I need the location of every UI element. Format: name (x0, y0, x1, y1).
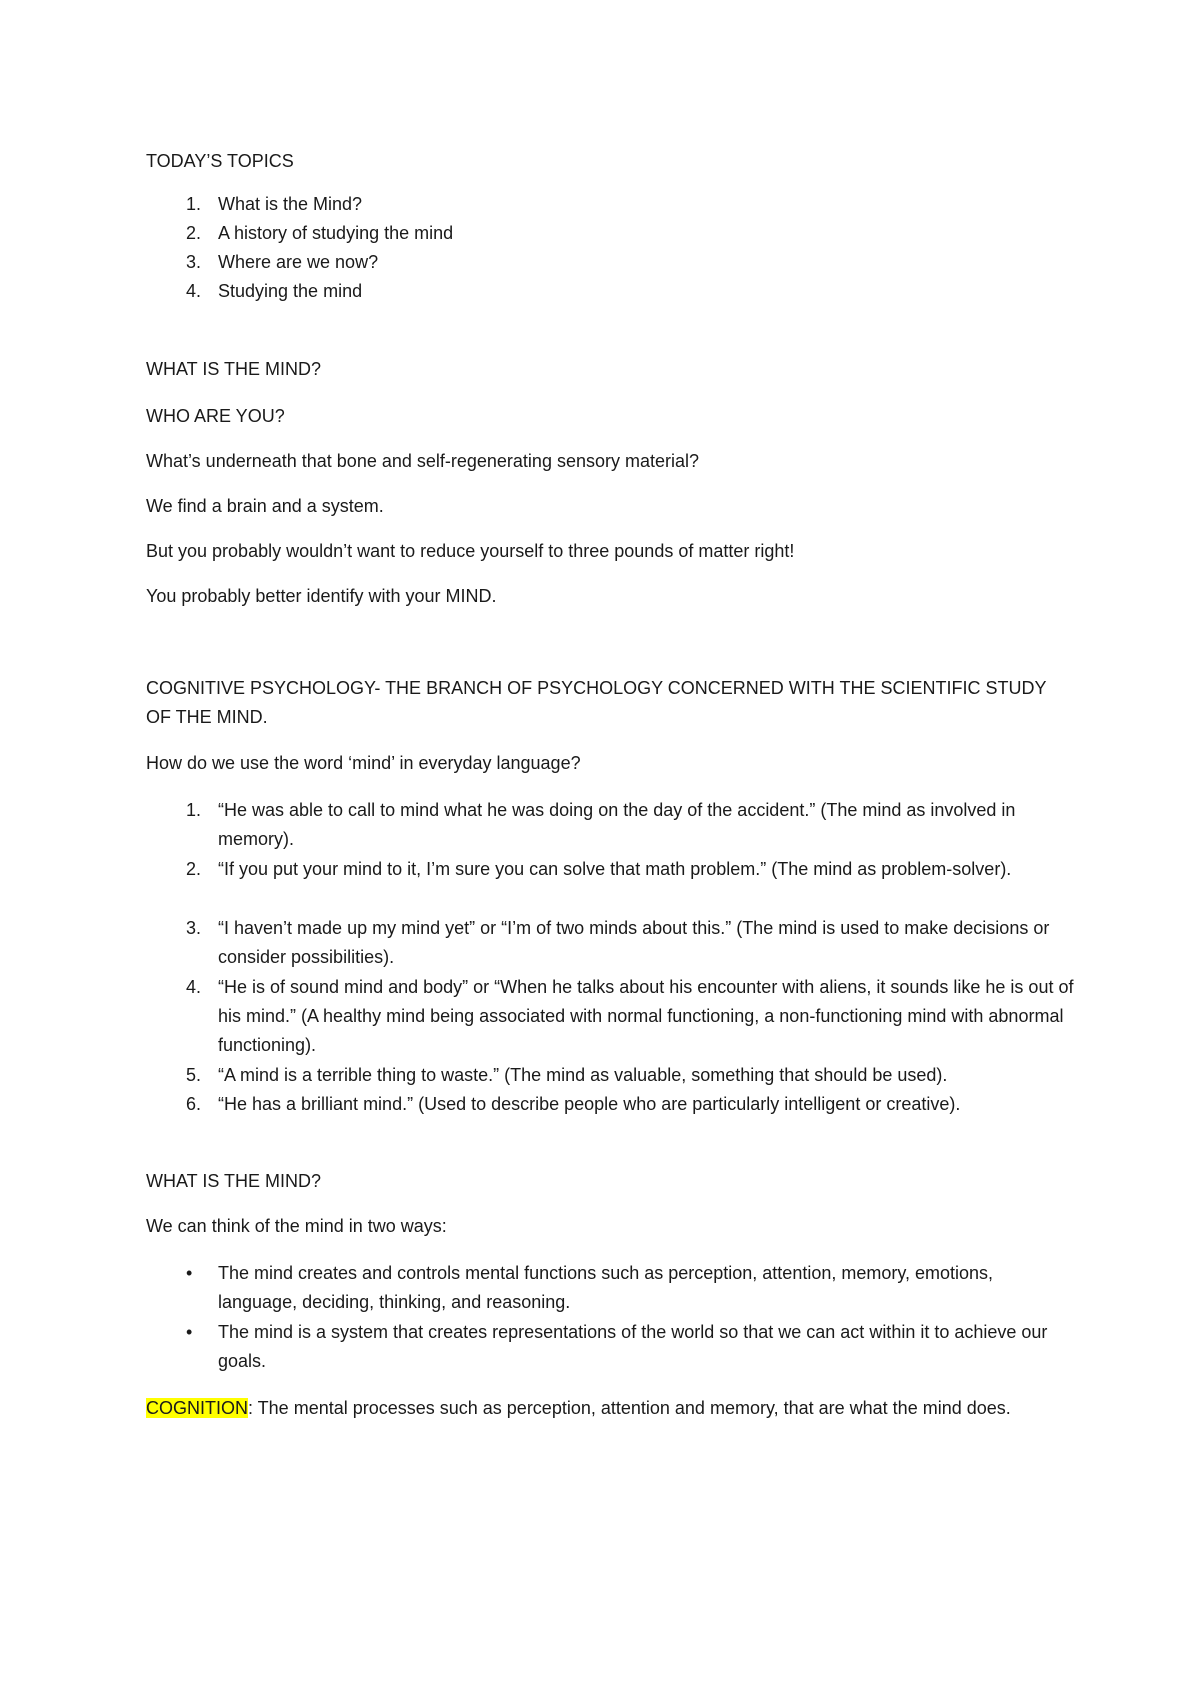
topic-number: 3. (186, 252, 202, 272)
cognition-definition-text: : The mental processes such as perception, attention and memory, that are what the mind does. (248, 1398, 1011, 1418)
cognition-definition (146, 1394, 1076, 1423)
paragraph: We find a brain and a system. (146, 496, 384, 516)
topic-number: 2. (186, 223, 202, 243)
topic-text: Studying the mind (218, 281, 363, 301)
cognition-term: COGNITION (146, 1398, 248, 1418)
usage-number: 5. (186, 1065, 202, 1085)
cognitive-psychology-definition: COGNITIVE PSYCHOLOGY- THE BRANCH OF PSYCHOLOGY CONCERNED WITH THE SCIENTIFIC STUDY (146, 678, 1047, 698)
usage-text: “If you put your mind to it, I’m sure you can solve that math problem.” (The mind as problem-solver). (218, 859, 1012, 879)
question: How do we use the word ‘mind’ in everyday language? (146, 753, 581, 773)
topic-number: 1. (186, 194, 202, 214)
usage-number: 6. (186, 1094, 202, 1114)
usage-number: 3. (186, 918, 202, 938)
bullet-icon: • (186, 1322, 193, 1342)
usage-text: “He was able to call to mind what he was doing on the day of the accident.” (The mind as involved in memory). (218, 800, 1016, 849)
paragraph: But you probably wouldn’t want to reduce yourself to three pounds of matter right! (146, 541, 795, 561)
bullet-icon: • (186, 1263, 193, 1283)
bullet-text: The mind creates and controls mental functions such as perception, attention, memory, emotions, language, deciding, thinking, and reasoning. (218, 1263, 994, 1312)
topics-heading: TODAY’S TOPICS (146, 151, 294, 171)
paragraph: We can think of the mind in two ways: (146, 1216, 447, 1236)
usage-number: 4. (186, 977, 202, 997)
subheading: WHO ARE YOU? (146, 406, 285, 426)
usage-number: 2. (186, 859, 202, 879)
paragraph: You probably better identify with your MIND. (146, 586, 497, 606)
usage-text: “I haven’t made up my mind yet” or “I’m of two minds about this.” (The mind is used to make decisions or consider possibilities). (218, 918, 1050, 967)
cognitive-psychology-definition-cont: OF THE MIND. (146, 707, 268, 727)
usage-text: “A mind is a terrible thing to waste.” (The mind as valuable, something that should be used). (218, 1065, 948, 1085)
usage-text: “He is of sound mind and body” or “When he talks about his encounter with aliens, it sounds like he is out of his mind.” (A healthy mind being associated with normal functioning, a non-functioning mind with abnormal functioning). (218, 977, 1074, 1055)
usage-number: 1. (186, 800, 202, 820)
topic-text: A history of studying the mind (218, 223, 454, 243)
usage-text: “He has a brilliant mind.” (Used to describe people who are particularly intelligent or creative). (218, 1094, 961, 1114)
topic-text: What is the Mind? (218, 194, 363, 214)
section-heading: WHAT IS THE MIND? (146, 1171, 322, 1191)
section-heading: WHAT IS THE MIND? (146, 359, 322, 379)
bullet-text: The mind is a system that creates representations of the world so that we can act within it to achieve our goals. (218, 1322, 1048, 1371)
topic-text: Where are we now? (218, 252, 379, 272)
paragraph: What’s underneath that bone and self-regenerating sensory material? (146, 451, 700, 471)
topic-number: 4. (186, 281, 202, 301)
